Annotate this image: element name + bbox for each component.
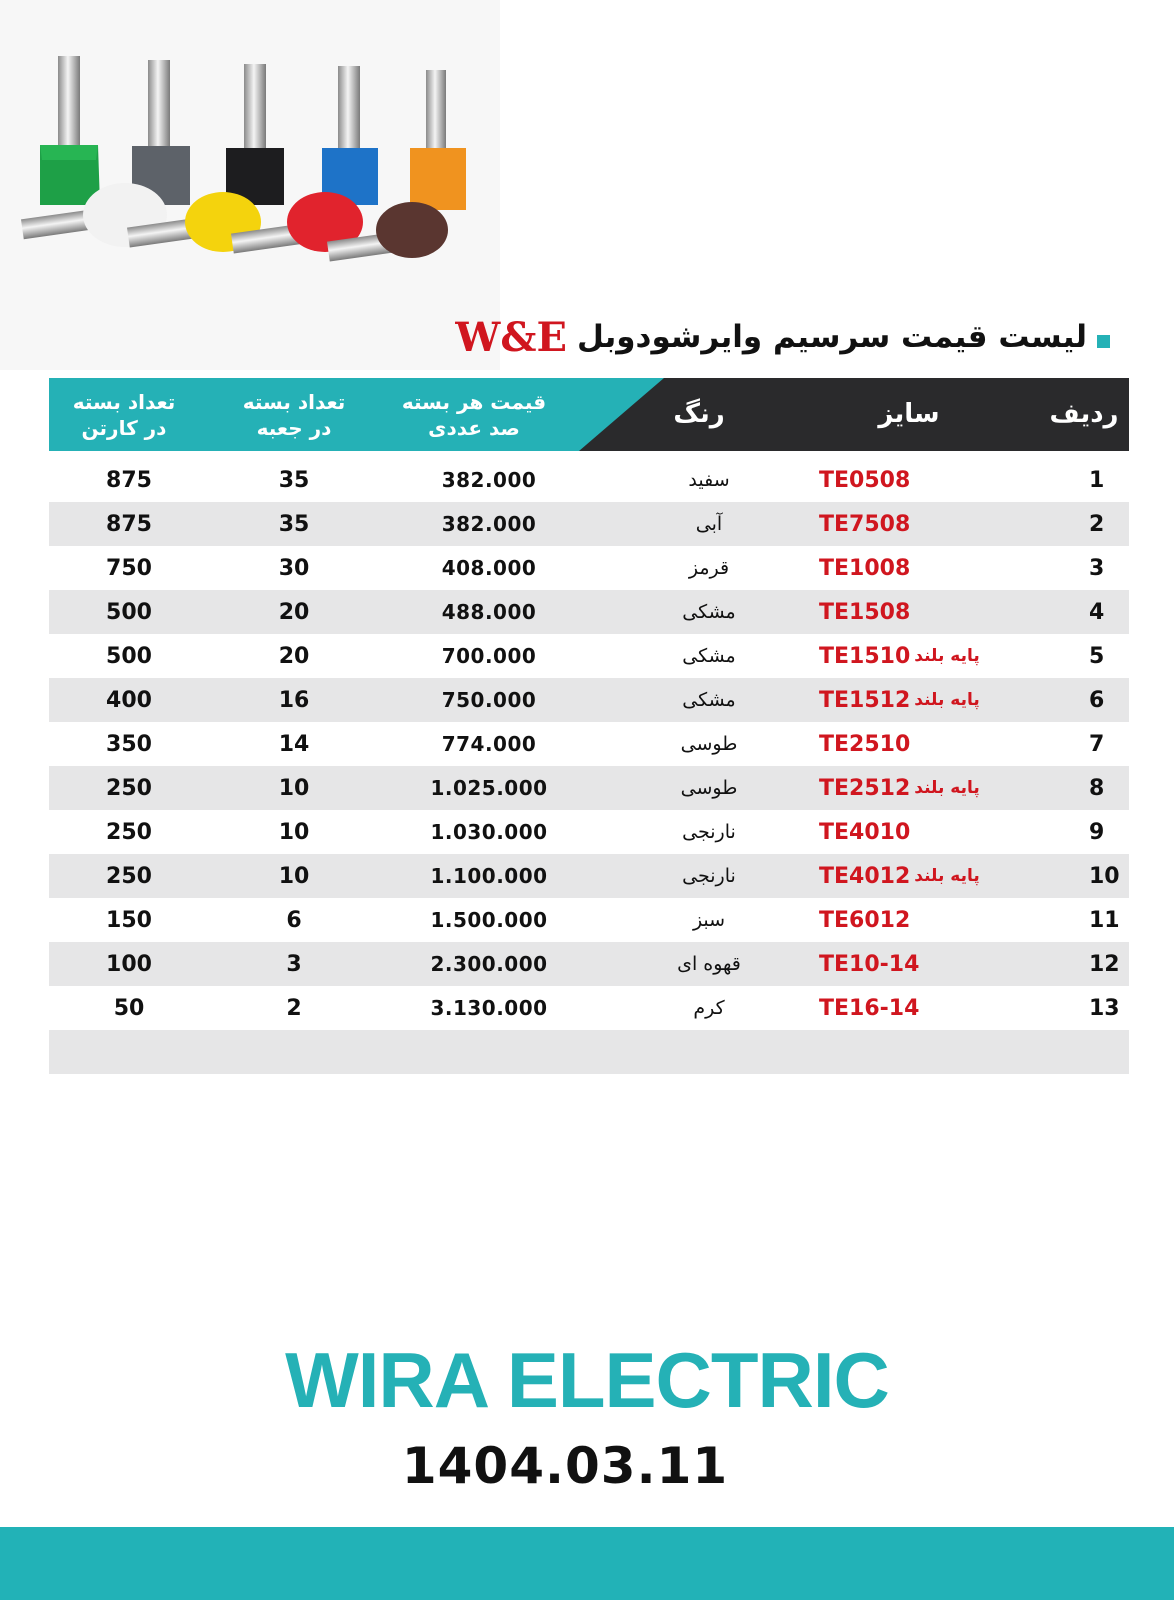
row-box-count: 10 bbox=[278, 819, 310, 845]
row-number: 1 bbox=[1089, 467, 1105, 493]
row-number: 2 bbox=[1089, 511, 1105, 537]
row-price: 700.000 bbox=[441, 644, 537, 668]
row-color: آبی bbox=[695, 513, 723, 535]
row-carton-count: 500 bbox=[106, 643, 152, 669]
row-model: TE7508 bbox=[819, 511, 911, 537]
row-model: TE6012 bbox=[819, 907, 911, 933]
row-price: 1.025.000 bbox=[430, 776, 548, 800]
row-model: TE2512 bbox=[819, 775, 911, 801]
row-price: 2.300.000 bbox=[430, 952, 548, 976]
table-row bbox=[49, 810, 1129, 854]
row-tag: پایه بلند bbox=[914, 778, 980, 798]
header-carton-line1: تعداد بسته bbox=[72, 389, 176, 414]
row-box-count: 20 bbox=[278, 599, 310, 625]
row-box-count: 16 bbox=[278, 687, 310, 713]
row-number: 11 bbox=[1089, 907, 1120, 933]
row-price: 1.500.000 bbox=[430, 908, 548, 932]
row-number: 5 bbox=[1089, 643, 1105, 669]
row-price: 382.000 bbox=[441, 468, 537, 492]
row-carton-count: 500 bbox=[106, 599, 152, 625]
row-carton-count: 50 bbox=[113, 995, 145, 1021]
bottom-bar bbox=[0, 1527, 1174, 1600]
row-size bbox=[819, 898, 1059, 942]
row-carton-count: 350 bbox=[106, 731, 152, 757]
row-size bbox=[819, 986, 1059, 1030]
table-row bbox=[49, 854, 1129, 898]
row-carton-count: 250 bbox=[106, 775, 152, 801]
row-carton-count: 400 bbox=[106, 687, 152, 713]
row-box-count: 2 bbox=[286, 995, 302, 1021]
row-size bbox=[819, 766, 1059, 810]
row-carton-count: 875 bbox=[106, 511, 152, 537]
row-carton-count: 250 bbox=[106, 863, 152, 889]
brand-name: WIRA ELECTRIC bbox=[285, 1336, 889, 1424]
table-row bbox=[49, 502, 1129, 546]
row-price: 382.000 bbox=[441, 512, 537, 536]
table-row bbox=[49, 458, 1129, 502]
row-number: 12 bbox=[1089, 951, 1120, 977]
header-price-line2: صد عددی bbox=[428, 415, 520, 440]
row-box-count: 20 bbox=[278, 643, 310, 669]
table-row bbox=[49, 898, 1129, 942]
row-number: 13 bbox=[1089, 995, 1120, 1021]
row-size bbox=[819, 458, 1059, 502]
row-color: سفید bbox=[688, 469, 730, 491]
row-size bbox=[819, 854, 1059, 898]
row-color: نارنجی bbox=[682, 821, 736, 843]
header-size: سایز bbox=[878, 398, 940, 429]
row-box-count: 30 bbox=[278, 555, 310, 581]
row-model: TE4012 bbox=[819, 863, 911, 889]
row-color: قرمز bbox=[688, 557, 730, 579]
row-box-count: 3 bbox=[286, 951, 302, 977]
row-box-count: 35 bbox=[278, 511, 310, 537]
row-model: TE10-14 bbox=[819, 951, 920, 977]
header-color: رنگ bbox=[673, 398, 725, 429]
row-color: سبز bbox=[692, 909, 726, 931]
row-size bbox=[819, 942, 1059, 986]
row-number: 3 bbox=[1089, 555, 1105, 581]
header-box-count bbox=[219, 378, 369, 451]
table-row bbox=[49, 546, 1129, 590]
row-box-count: 10 bbox=[278, 863, 310, 889]
row-color: مشکی bbox=[682, 645, 736, 667]
header-price-line1: قیمت هر بسته bbox=[401, 389, 547, 414]
page-title bbox=[455, 312, 1110, 362]
row-carton-count: 100 bbox=[106, 951, 152, 977]
row-size bbox=[819, 502, 1059, 546]
row-color: مشکی bbox=[682, 689, 736, 711]
row-tag: پایه بلند bbox=[914, 866, 980, 886]
row-size bbox=[819, 634, 1059, 678]
row-carton-count: 750 bbox=[106, 555, 152, 581]
table-row bbox=[49, 678, 1129, 722]
header-row-number: ردیف bbox=[1049, 398, 1119, 429]
row-price: 408.000 bbox=[441, 556, 537, 580]
row-model: TE4010 bbox=[819, 819, 911, 845]
row-carton-count: 875 bbox=[106, 467, 152, 493]
row-carton-count: 250 bbox=[106, 819, 152, 845]
row-size bbox=[819, 590, 1059, 634]
row-size bbox=[819, 810, 1059, 854]
row-price: 488.000 bbox=[441, 600, 537, 624]
row-number: 6 bbox=[1089, 687, 1105, 713]
title-text: لیست قیمت سرسیم وایرشودوبل bbox=[576, 319, 1087, 355]
table-row bbox=[49, 766, 1129, 810]
row-model: TE1008 bbox=[819, 555, 911, 581]
row-tag: پایه بلند bbox=[914, 646, 980, 666]
header-box-line1: تعداد بسته bbox=[242, 389, 346, 414]
row-box-count: 6 bbox=[286, 907, 302, 933]
row-model: TE0508 bbox=[819, 467, 911, 493]
row-price: 1.030.000 bbox=[430, 820, 548, 844]
row-color: طوسی bbox=[680, 733, 738, 755]
header-carton-count bbox=[49, 378, 199, 451]
title-bullet bbox=[1097, 335, 1110, 348]
row-price: 750.000 bbox=[441, 688, 537, 712]
header-price bbox=[379, 378, 569, 451]
row-carton-count: 150 bbox=[106, 907, 152, 933]
row-color: نارنجی bbox=[682, 865, 736, 887]
row-size bbox=[819, 722, 1059, 766]
row-box-count: 10 bbox=[278, 775, 310, 801]
product-photo bbox=[0, 0, 500, 370]
price-list-date: 1404.03.11 bbox=[401, 1437, 729, 1495]
row-number: 4 bbox=[1089, 599, 1105, 625]
row-box-count: 14 bbox=[278, 731, 310, 757]
row-model: TE1508 bbox=[819, 599, 911, 625]
header-box-line2: در جعبه bbox=[256, 415, 332, 440]
row-price: 774.000 bbox=[441, 732, 537, 756]
table-row bbox=[49, 590, 1129, 634]
table-header bbox=[49, 378, 1129, 451]
row-model: TE1512 bbox=[819, 687, 911, 713]
ferrule-illustration bbox=[0, 0, 500, 370]
title-brand-logo: W&E bbox=[455, 313, 567, 361]
row-number: 8 bbox=[1089, 775, 1105, 801]
row-color: مشکی bbox=[682, 601, 736, 623]
row-color: قهوه ای bbox=[677, 953, 741, 975]
row-model: TE1510 bbox=[819, 643, 911, 669]
row-price: 3.130.000 bbox=[430, 996, 548, 1020]
row-number: 10 bbox=[1089, 863, 1120, 889]
row-price: 1.100.000 bbox=[430, 864, 548, 888]
table-row bbox=[49, 634, 1129, 678]
table-row bbox=[49, 722, 1129, 766]
row-model: TE16-14 bbox=[819, 995, 920, 1021]
row-color: طوسی bbox=[680, 777, 738, 799]
row-box-count: 35 bbox=[278, 467, 310, 493]
table-empty-row bbox=[49, 1030, 1129, 1074]
row-size bbox=[819, 546, 1059, 590]
row-color: کرم bbox=[693, 997, 725, 1019]
table-row bbox=[49, 986, 1129, 1030]
price-table-body bbox=[49, 458, 1129, 1074]
row-size bbox=[819, 678, 1059, 722]
table-row bbox=[49, 942, 1129, 986]
row-tag: پایه بلند bbox=[914, 690, 980, 710]
row-number: 7 bbox=[1089, 731, 1105, 757]
row-model: TE2510 bbox=[819, 731, 911, 757]
header-carton-line2: در کارتن bbox=[81, 415, 167, 440]
row-number: 9 bbox=[1089, 819, 1105, 845]
